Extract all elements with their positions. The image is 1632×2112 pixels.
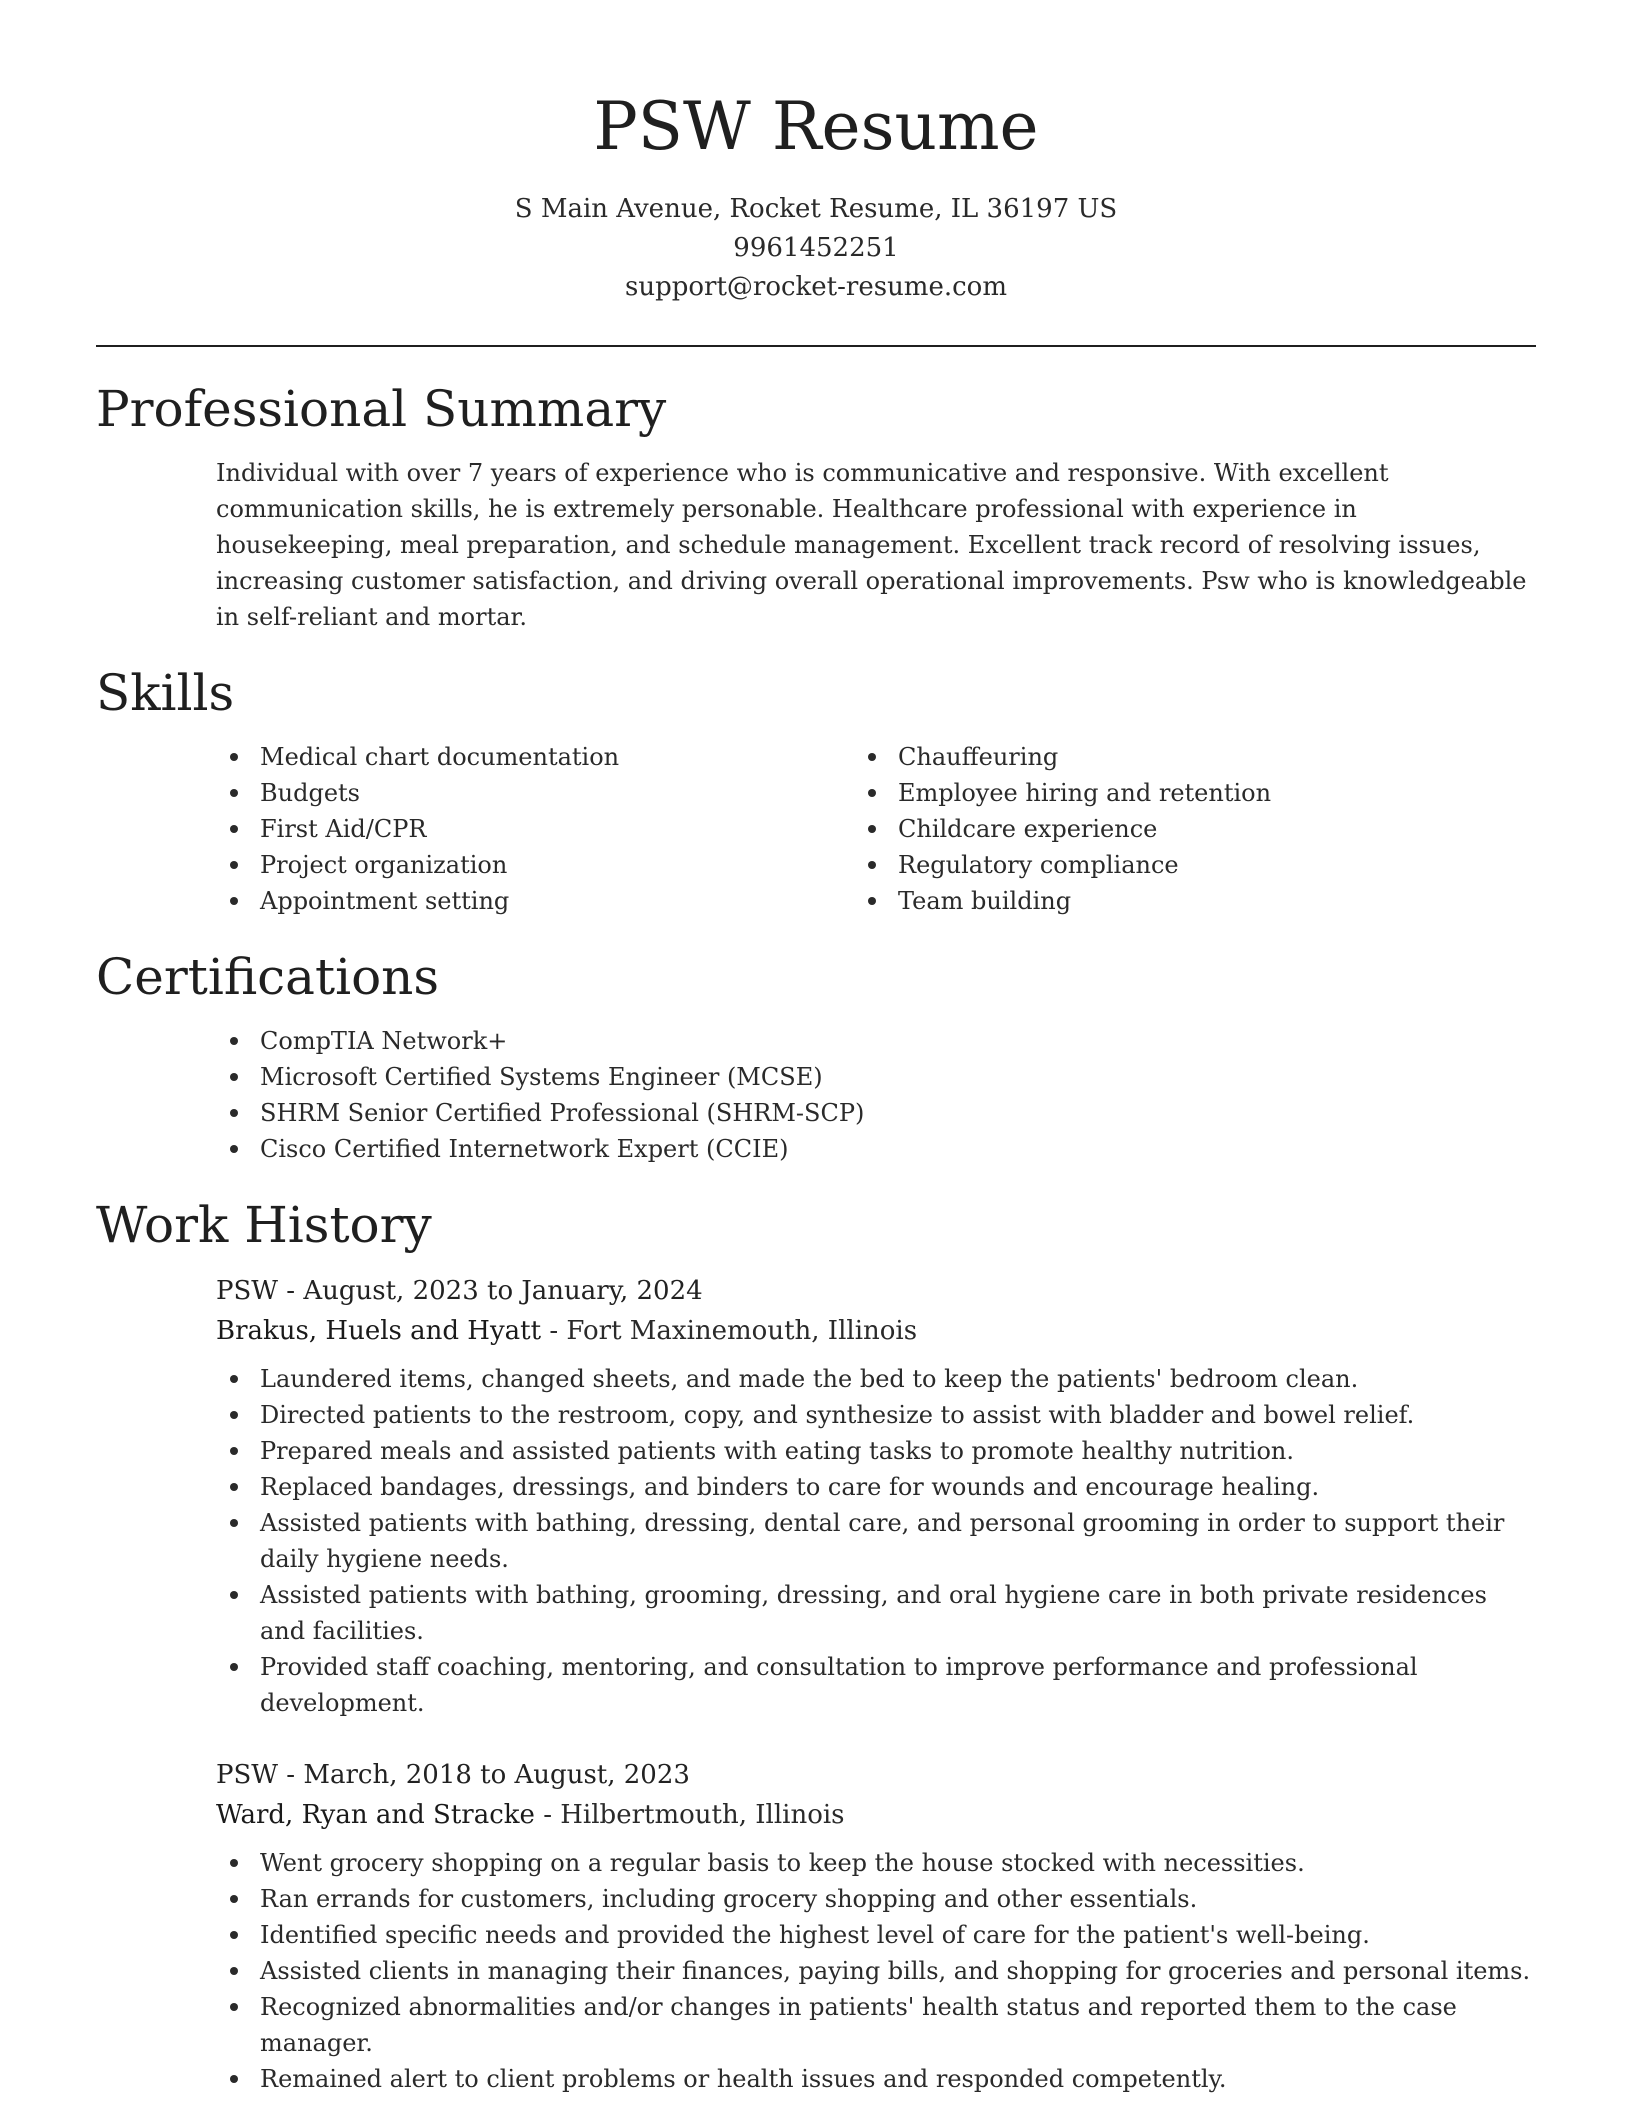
- skill-item: Team building: [898, 883, 1536, 919]
- skill-item: Appointment setting: [260, 883, 898, 919]
- skills-list-left: [260, 739, 898, 919]
- skills-section: [96, 661, 1536, 919]
- job-company-line: [216, 1311, 1536, 1351]
- resume-name: PSW Resume: [593, 88, 1039, 165]
- job-duty: Replaced bandages, dressings, and binders to care for wounds and encourage healing.: [260, 1469, 1536, 1505]
- job-duties-list: [260, 1361, 1536, 1721]
- certification-item: SHRM Senior Certified Professional (SHRM-SCP): [260, 1095, 1536, 1131]
- certification-item: Microsoft Certified Systems Engineer (MCSE): [260, 1059, 1536, 1095]
- job-duty: Provided staff coaching, mentoring, and consultation to improve performance and professional development.: [260, 1649, 1536, 1721]
- job-duty: Directed patients to the restroom, copy, and synthesize to assist with bladder and bowel relief.: [260, 1397, 1536, 1433]
- skills-list-right: [898, 739, 1536, 919]
- job-entry: [216, 1755, 1536, 2097]
- skill-item: First Aid/CPR: [260, 811, 898, 847]
- contact-block: [96, 190, 1536, 307]
- job-company-line: [216, 1795, 1536, 1835]
- job-duties-list: [260, 1845, 1536, 2097]
- job-duty: Recognized abnormalities and/or changes in patients' health status and reported them to the case manager.: [260, 1989, 1536, 2061]
- job-entry: [216, 1271, 1536, 1721]
- job-company: Brakus, Huels and Hyatt: [216, 1316, 542, 1346]
- job-duty: Assisted patients with bathing, grooming, dressing, and oral hygiene care in both private residences and facilities.: [260, 1577, 1536, 1649]
- skill-item: Childcare experience: [898, 811, 1536, 847]
- job-duty: Assisted patients with bathing, dressing, dental care, and personal grooming in order to support their daily hygiene needs.: [260, 1505, 1536, 1577]
- resume-header: [96, 0, 1536, 347]
- skill-item: Regulatory compliance: [898, 847, 1536, 883]
- job-duty: Identified specific needs and provided the highest level of care for the patient's well-being.: [260, 1917, 1536, 1953]
- job-duty: Ran errands for customers, including grocery shopping and other essentials.: [260, 1881, 1536, 1917]
- contact-email[interactable]: support@rocket-resume.com: [624, 272, 1007, 302]
- skill-item: Project organization: [260, 847, 898, 883]
- job-duty: Went grocery shopping on a regular basis to keep the house stocked with necessities.: [260, 1845, 1536, 1881]
- job-title-line: PSW - March, 2018 to August, 2023: [216, 1760, 690, 1790]
- certifications-section: [96, 945, 1536, 1167]
- job-duty: Assisted clients in managing their finances, paying bills, and shopping for groceries and personal items.: [260, 1953, 1536, 1989]
- work-history-section: [96, 1193, 1536, 2097]
- skill-item: Budgets: [260, 775, 898, 811]
- certifications-list: [260, 1023, 1536, 1167]
- job-company: Ward, Ryan and Stracke: [216, 1800, 535, 1830]
- header-divider: [96, 345, 1536, 347]
- job-duty: Remained alert to client problems or health issues and responded competently.: [260, 2061, 1536, 2097]
- job-location: - Fort Maxinemouth, Illinois: [541, 1316, 918, 1346]
- summary-section: [96, 377, 1536, 635]
- resume-page: [96, 0, 1536, 2097]
- skills-heading: Skills: [96, 664, 235, 722]
- job-duty: Prepared meals and assisted patients with eating tasks to promote healthy nutrition.: [260, 1433, 1536, 1469]
- work-history-heading: Work History: [96, 1196, 432, 1254]
- contact-address: S Main Avenue, Rocket Resume, IL 36197 US: [514, 194, 1118, 224]
- skill-item: Chauffeuring: [898, 739, 1536, 775]
- certification-item: CompTIA Network+: [260, 1023, 1536, 1059]
- summary-text: Individual with over 7 years of experience who is communicative and responsive. With excellent communication skills, he is extremely personable. Healthcare professional with experience in housekeeping, meal preparation, and schedule management. Excellent track record of resolving issues, increasing customer satisfaction, and driving overall operational improvements. Psw who is knowledgeable in self-reliant and mortar.: [216, 459, 1527, 631]
- certifications-heading: Certifications: [96, 948, 440, 1006]
- contact-phone: 9961452251: [733, 233, 899, 263]
- skills-grid: [96, 739, 1536, 919]
- job-location: - Hilbertmouth, Illinois: [534, 1800, 845, 1830]
- skill-item: Medical chart documentation: [260, 739, 898, 775]
- certification-item: Cisco Certified Internetwork Expert (CCIE): [260, 1131, 1536, 1167]
- skill-item: Employee hiring and retention: [898, 775, 1536, 811]
- job-title-line: PSW - August, 2023 to January, 2024: [216, 1276, 703, 1306]
- summary-heading: Professional Summary: [96, 380, 667, 438]
- job-duty: Laundered items, changed sheets, and made the bed to keep the patients' bedroom clean.: [260, 1361, 1536, 1397]
